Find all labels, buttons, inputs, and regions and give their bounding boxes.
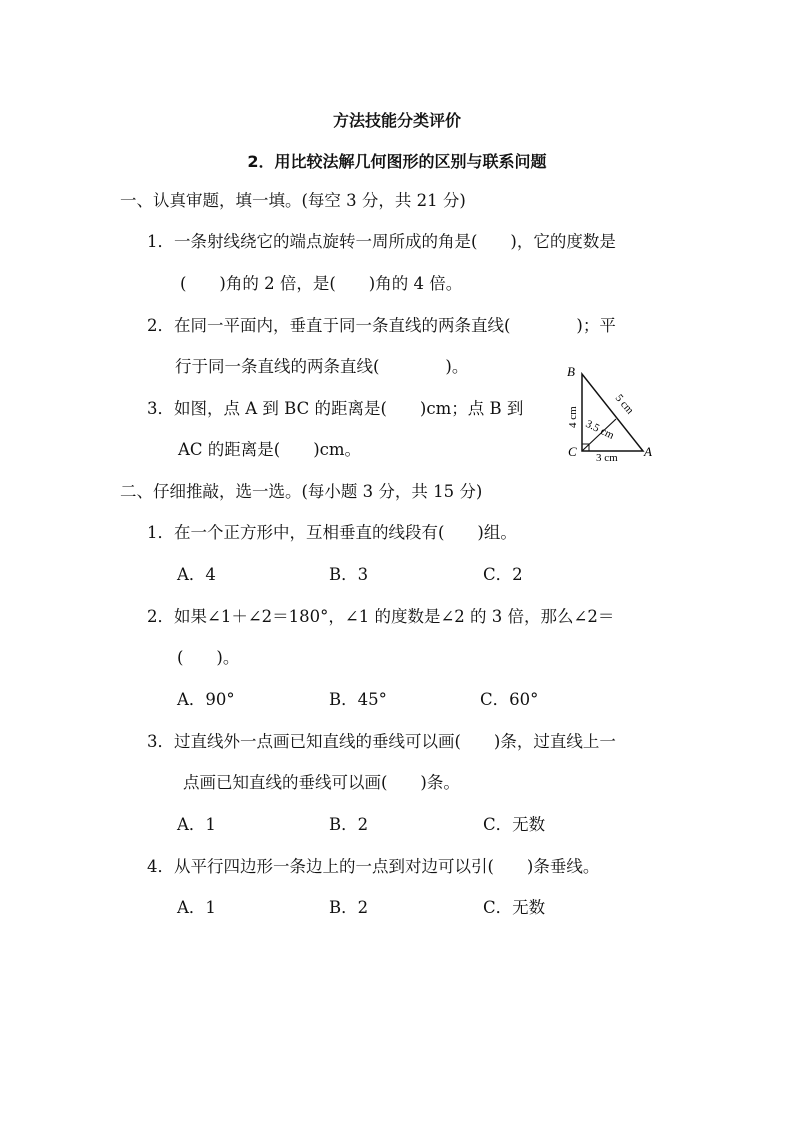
s2-q2-option-a: A．90° bbox=[177, 690, 235, 709]
s2-q4-option-c: C．无数 bbox=[483, 898, 546, 917]
s2-q1-option-a: A．4 bbox=[177, 565, 216, 584]
s2-q4-option-a: A．1 bbox=[177, 898, 216, 917]
s2-q1-option-c: C．2 bbox=[483, 565, 523, 584]
s2-q3-line2: 点画已知直线的垂线可以画( )条。 bbox=[183, 773, 460, 792]
section2-heading: 二、仔细推敲，选一选。(每小题 3 分，共 15 分) bbox=[120, 482, 483, 501]
s2-q4-option-b: B．2 bbox=[329, 898, 369, 917]
page-subtitle: 2．用比较法解几何图形的区别与联系问题 bbox=[247, 152, 547, 171]
label-a: A bbox=[644, 444, 652, 459]
s2-q2-line1: 2．如果∠1＋∠2＝180°，∠1 的度数是∠2 的 3 倍，那么∠2＝ bbox=[147, 607, 615, 626]
s1-q2-line1: 2．在同一平面内，垂直于同一条直线的两条直线( )；平 bbox=[147, 316, 616, 335]
label-height: 3.5 cm bbox=[583, 417, 616, 442]
s2-q2-option-b: B．45° bbox=[329, 690, 387, 709]
s2-q3-option-c: C．无数 bbox=[483, 815, 546, 834]
s2-q2-line2: ( )。 bbox=[177, 648, 240, 667]
triangle-figure bbox=[560, 360, 665, 465]
triangle-shape bbox=[582, 374, 643, 451]
label-c: C bbox=[568, 444, 577, 459]
s2-q4: 4．从平行四边形一条边上的一点到对边可以引( )条垂线。 bbox=[147, 857, 600, 876]
s1-q1-line1: 1．一条射线绕它的端点旋转一周所成的角是( )，它的度数是 bbox=[147, 232, 616, 251]
s1-q3-line2: AC 的距离是( )cm。 bbox=[178, 440, 362, 459]
label-side-ab: 5 cm bbox=[612, 392, 636, 417]
s2-q3-option-a: A．1 bbox=[177, 815, 216, 834]
page-title: 方法技能分类评价 bbox=[332, 111, 461, 130]
s1-q2-line2: 行于同一条直线的两条直线( )。 bbox=[175, 357, 469, 376]
s1-q3-line1: 3．如图，点 A 到 BC 的距离是( )cm；点 B 到 bbox=[147, 399, 524, 418]
s2-q1-option-b: B．3 bbox=[329, 565, 369, 584]
section1-heading: 一、认真审题，填一填。(每空 3 分，共 21 分) bbox=[120, 191, 466, 210]
s2-q1: 1．在一个正方形中，互相垂直的线段有( )组。 bbox=[147, 523, 517, 542]
label-side-bc: 4 cm bbox=[567, 406, 579, 428]
s2-q2-option-c: C．60° bbox=[480, 690, 539, 709]
s2-q3-option-b: B．2 bbox=[329, 815, 369, 834]
s1-q1-line2: ( )角的 2 倍，是( )角的 4 倍。 bbox=[180, 274, 463, 293]
label-side-ca: 3 cm bbox=[596, 452, 618, 464]
label-b: B bbox=[567, 364, 575, 379]
s2-q3-line1: 3．过直线外一点画已知直线的垂线可以画( )条，过直线上一 bbox=[147, 732, 616, 751]
